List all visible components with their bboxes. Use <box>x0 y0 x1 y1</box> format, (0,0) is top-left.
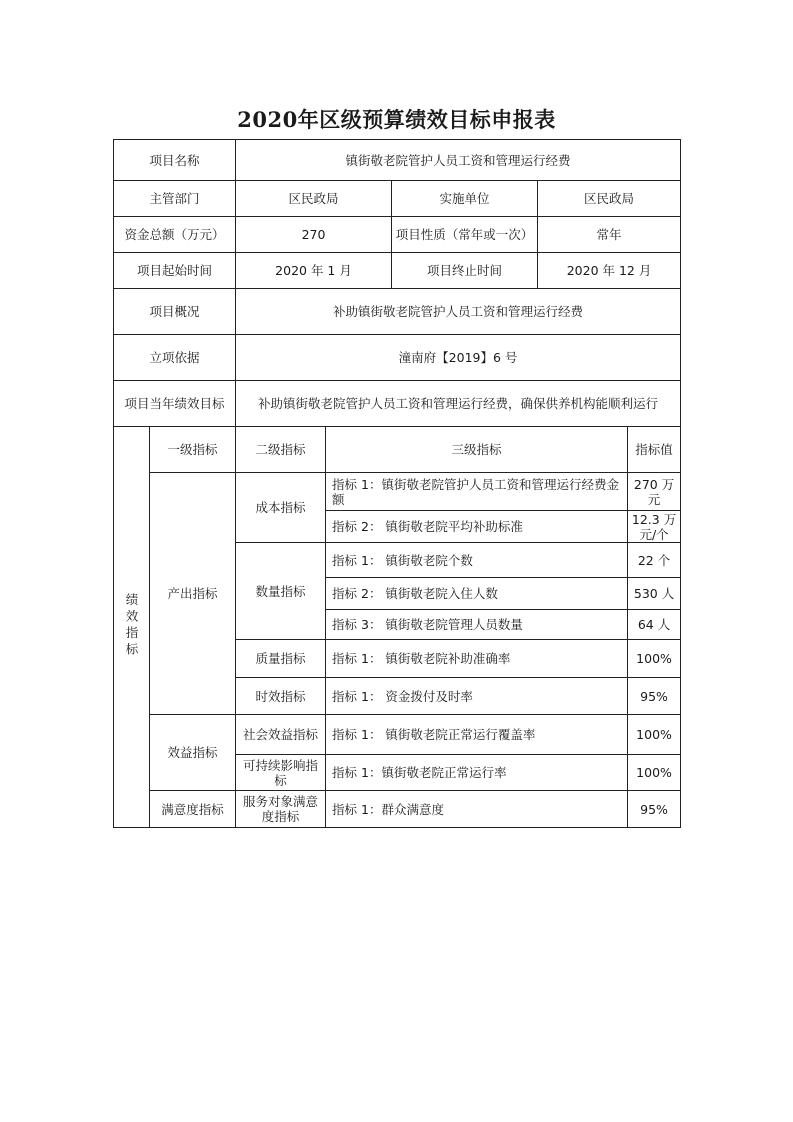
value-impl-unit: 区民政局 <box>538 181 681 217</box>
row-funds <box>114 217 681 253</box>
label-basis: 立项依据 <box>114 335 236 381</box>
value-cost-2: 12.3 万元/个 <box>628 511 681 543</box>
value-total-funds: 270 <box>236 217 392 253</box>
l2-service: 服务对象满意度指标 <box>236 791 326 828</box>
indicator-header-row <box>114 427 681 473</box>
value-goal: 补助镇街敬老院管护人员工资和管理运行经费，确保供养机构能顺利运行 <box>236 381 681 427</box>
col-header-l2: 二级指标 <box>236 427 326 473</box>
label-impl-unit: 实施单位 <box>392 181 538 217</box>
l2-sustain: 可持续影响指标 <box>236 755 326 791</box>
value-sustain-1: 100% <box>628 755 681 791</box>
col-header-value: 指标值 <box>628 427 681 473</box>
l2-social: 社会效益指标 <box>236 715 326 755</box>
l1-output: 产出指标 <box>150 473 236 715</box>
label-end-time: 项目终止时间 <box>392 253 538 289</box>
row-goal <box>114 381 681 427</box>
label-dept: 主管部门 <box>114 181 236 217</box>
col-header-l3: 三级指标 <box>326 427 628 473</box>
l1-satisfaction: 满意度指标 <box>150 791 236 828</box>
value-project-name: 镇街敬老院管护人员工资和管理运行经费 <box>236 140 681 181</box>
page-title: 2020年区级预算绩效目标申报表 <box>237 107 556 132</box>
l2-quality: 质量指标 <box>236 640 326 678</box>
value-timeliness-1: 95% <box>628 678 681 715</box>
row-project-name <box>114 140 681 181</box>
l3-cost-2: 指标 2： 镇街敬老院平均补助标准 <box>326 511 628 543</box>
l2-quantity: 数量指标 <box>236 543 326 640</box>
value-overview: 补助镇街敬老院管护人员工资和管理运行经费 <box>236 289 681 335</box>
label-goal: 项目当年绩效目标 <box>114 381 236 427</box>
label-start-time: 项目起始时间 <box>114 253 236 289</box>
l3-timeliness-1: 指标 1： 资金拨付及时率 <box>326 678 628 715</box>
l3-social-1: 指标 1： 镇街敬老院正常运行覆盖率 <box>326 715 628 755</box>
value-service-1: 95% <box>628 791 681 828</box>
value-quality-1: 100% <box>628 640 681 678</box>
l3-sustain-1: 指标 1：镇街敬老院正常运行率 <box>326 755 628 791</box>
perf-section-label <box>114 427 150 828</box>
row-dept <box>114 181 681 217</box>
row-overview <box>114 289 681 335</box>
l3-quality-1: 指标 1： 镇街敬老院补助准确率 <box>326 640 628 678</box>
label-total-funds: 资金总额（万元） <box>114 217 236 253</box>
l3-cost-1: 指标 1：镇街敬老院管护人员工资和管理运行经费金额 <box>326 473 628 511</box>
l2-cost: 成本指标 <box>236 473 326 543</box>
table-row <box>114 791 681 828</box>
value-dept: 区民政局 <box>236 181 392 217</box>
budget-performance-table <box>113 139 681 828</box>
table-row <box>114 715 681 755</box>
value-quantity-3: 64 人 <box>628 610 681 640</box>
perf-section-text: 绩效指标 <box>124 592 139 659</box>
label-nature: 项目性质（常年或一次） <box>392 217 538 253</box>
l1-benefit: 效益指标 <box>150 715 236 791</box>
l3-quantity-2: 指标 2： 镇街敬老院入住人数 <box>326 578 628 610</box>
row-time <box>114 253 681 289</box>
l3-quantity-1: 指标 1： 镇街敬老院个数 <box>326 543 628 578</box>
row-basis <box>114 335 681 381</box>
value-quantity-1: 22 个 <box>628 543 681 578</box>
l3-service-1: 指标 1：群众满意度 <box>326 791 628 828</box>
col-header-l1: 一级指标 <box>150 427 236 473</box>
value-end-time: 2020 年 12 月 <box>538 253 681 289</box>
l3-quantity-3: 指标 3： 镇街敬老院管理人员数量 <box>326 610 628 640</box>
value-nature: 常年 <box>538 217 681 253</box>
value-quantity-2: 530 人 <box>628 578 681 610</box>
table-row <box>114 473 681 511</box>
label-overview: 项目概况 <box>114 289 236 335</box>
value-basis: 潼南府【2019】6 号 <box>236 335 681 381</box>
value-cost-1: 270 万元 <box>628 473 681 511</box>
label-project-name: 项目名称 <box>114 140 236 181</box>
value-social-1: 100% <box>628 715 681 755</box>
l2-timeliness: 时效指标 <box>236 678 326 715</box>
value-start-time: 2020 年 1 月 <box>236 253 392 289</box>
